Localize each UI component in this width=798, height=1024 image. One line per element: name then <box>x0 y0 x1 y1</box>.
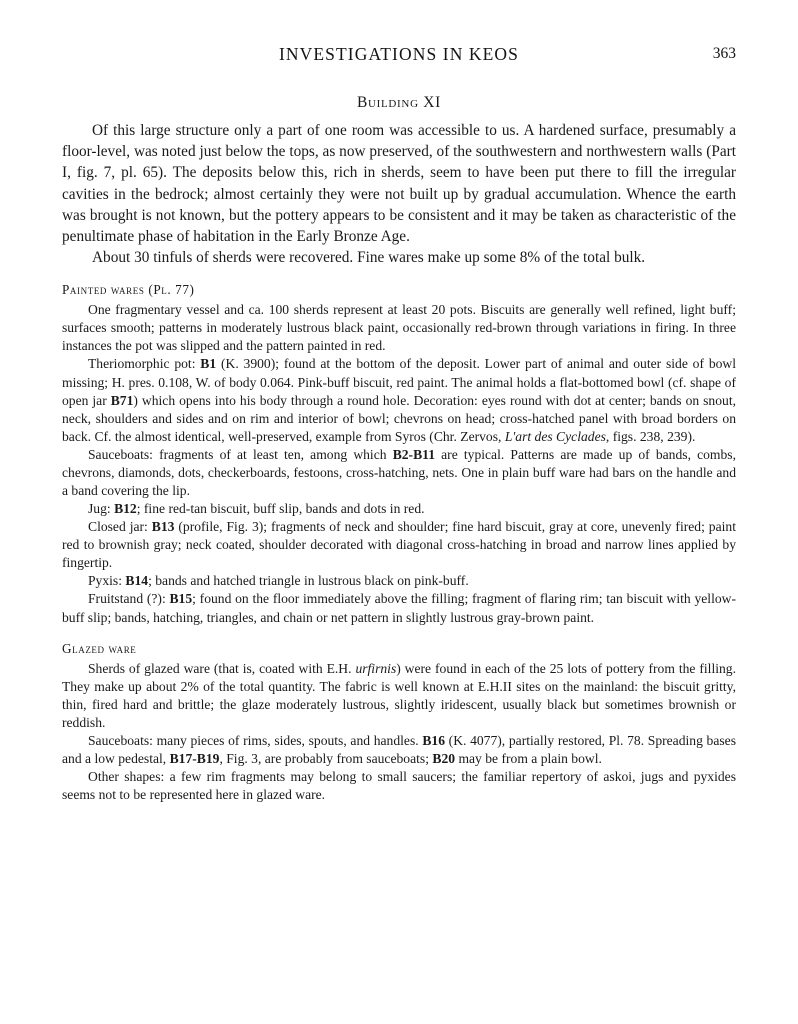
theriomorphic-text-1: (K. 3900); found at the bottom of the deposit. Lower part of animal and outer side of bowl missing; H. pres. 0.108, W. of body 0.064. Pink-buff biscuit, red paint. The animal holds a flat-bottomed bowl (cf. shape of open jar <box>62 356 737 408</box>
catalog-ref-b12: B12 <box>114 501 137 517</box>
theriomorphic-label: Theriomorphic pot: <box>88 356 201 372</box>
paragraph-glazed-intro <box>62 660 736 732</box>
paragraph-closed-jar <box>62 518 736 572</box>
glazed-sauceboats-text-4: may be from a plain bowl. <box>455 751 602 766</box>
theriomorphic-text-2: ) which opens into his body through a round hole. Decoration: eyes round with dot at center; bands on snout, neck, shoulders and sides and on rim and interior of bowl; chevrons on head; cross-hatched panel with broad borders on back. Cf. the almost identical, well-preserved, example from Syros (Chr. Zervos, <box>62 392 736 444</box>
page-number: 363 <box>712 45 736 62</box>
pyxis-label: Pyxis: <box>88 573 126 589</box>
closed-jar-text: (profile, Fig. 3); fragments of neck and shoulder; fine hard biscuit, gray at core, unevenly fired; paint red to brownish gray; neck coated, shoulder decorated with diagonal cross-hatching in broad and narrow lines applied by fingertip. <box>62 519 736 571</box>
painted-wares-block <box>62 301 736 626</box>
catalog-ref-b15: B15 <box>169 591 193 607</box>
catalog-ref-b2-b11: B2-B11 <box>392 446 435 462</box>
fruitstand-text: ; found on the floor immediately above the filling; fragment of flaring rim; tan biscuit with yellow-buff slip; bands, hatching, triangles, and chain or net pattern in slightly lustrous gray-brown paint. <box>62 591 736 625</box>
catalog-ref-b17-b19: B17-B19 <box>169 751 220 766</box>
glazed-ware-block <box>62 660 736 805</box>
theriomorphic-text-3: , figs. 238, 239). <box>605 428 696 444</box>
paragraph-pyxis <box>62 572 736 590</box>
catalog-ref-b13: B13 <box>151 519 175 535</box>
paragraph-painted-intro <box>62 301 736 355</box>
pyxis-text: ; bands and hatched triangle in lustrous black on pink-buff. <box>148 573 469 589</box>
glazed-text-2: ) were found in each of the 25 lots of pottery from the filling. They make up about 2% of the total quantity. The fabric is well known at E.H.II sites on the mainland: the biscuit gritty, thin, fired hard and brittle; the glaze moderately lustrous, slightly iridescent, usually black but sometimes brownish or reddish. <box>62 660 736 730</box>
running-head <box>62 44 736 78</box>
paragraph-intro: Of this large structure only a part of one room was accessible to us. A hardened surface, presumably a floor-level, was noted just below the tops, as now preserved, of the southwestern and northwestern walls (Part I, fig. 7, pl. 65). The deposits below this, rich in sherds, seem to have been put there to fill the irregular cavities in the bedrock; almost certainly they were not built up by gradual accumulation. Whence the earth was brought is not known, but the pottery appears to be consistent and it may be taken as characteristic of the penultimate phase of habitation in the Early Bronze Age. <box>62 122 736 245</box>
subheading-painted-wares: Painted wares (Pl. 77) <box>62 282 195 298</box>
glazed-text-1: Sherds of glazed ware (that is, coated with E.H. <box>88 660 356 676</box>
paragraph-fruitstand <box>62 590 736 626</box>
glazed-sauceboats-text-2: (K. 4077), partially restored, Pl. 78. Spreading bases and a low pedestal, <box>62 732 736 766</box>
section-heading: Building XI <box>356 94 442 111</box>
glazed-sauceboats-text-3: , Fig. 3, are probably from sauceboats; <box>219 751 433 766</box>
closed-jar-label: Closed jar: <box>88 519 152 535</box>
paragraph-jug <box>62 500 736 518</box>
fruitstand-label: Fruitstand (?): <box>88 591 170 607</box>
paragraph-theriomorphic-pot <box>62 355 736 445</box>
citation-title: L'art des Cyclades <box>504 428 606 444</box>
paragraph-other-shapes: Other shapes: a few rim fragments may belong to small saucers; the familiar repertory of askoi, jugs and pyxides seems not to be represented here in glazed ware. <box>62 769 736 803</box>
jug-label: Jug: <box>88 501 115 517</box>
paragraph-sauceboats-painted <box>62 446 736 500</box>
catalog-ref-b1: B1 <box>200 356 217 372</box>
glazed-sauceboats-text-1: Sauceboats: many pieces of rims, sides, spouts, and handles. <box>88 732 423 748</box>
catalog-ref-b16: B16 <box>422 732 445 748</box>
sauceboats-text-1: Sauceboats: fragments of at least ten, among which <box>88 446 393 462</box>
jug-text: ; fine red-tan biscuit, buff slip, bands and dots in red. <box>136 501 425 517</box>
paragraph-tinfuls: About 30 tinfuls of sherds were recovered. Fine wares make up some 8% of the total bulk. <box>92 249 646 267</box>
subheading-glazed-ware: Glazed ware <box>62 640 137 656</box>
catalog-ref-b14: B14 <box>125 573 149 589</box>
term-urfirnis: urfirnis <box>355 660 397 676</box>
catalog-ref-b20: B20 <box>432 751 456 766</box>
catalog-ref-b71: B71 <box>110 392 134 408</box>
paragraph-sauceboats-glazed <box>62 732 736 768</box>
painted-intro-text: One fragmentary vessel and ca. 100 sherds represent at least 20 pots. Biscuits are generally well refined, light buff; surfaces smooth; patterns in moderately lustrous black paint, occasionally red-brown through variations in firing. In three instances the pot was slipped and the pattern painted in red. <box>62 302 736 354</box>
running-title: INVESTIGATIONS IN KEOS <box>278 44 520 64</box>
sauceboats-text-2: are typical. Patterns are made up of bands, combs, chevrons, diamonds, dots, checkerboards, festoons, cross-hatching, nets. One in plain buff ware had bars on the handle and a band covering the lip. <box>62 446 736 498</box>
